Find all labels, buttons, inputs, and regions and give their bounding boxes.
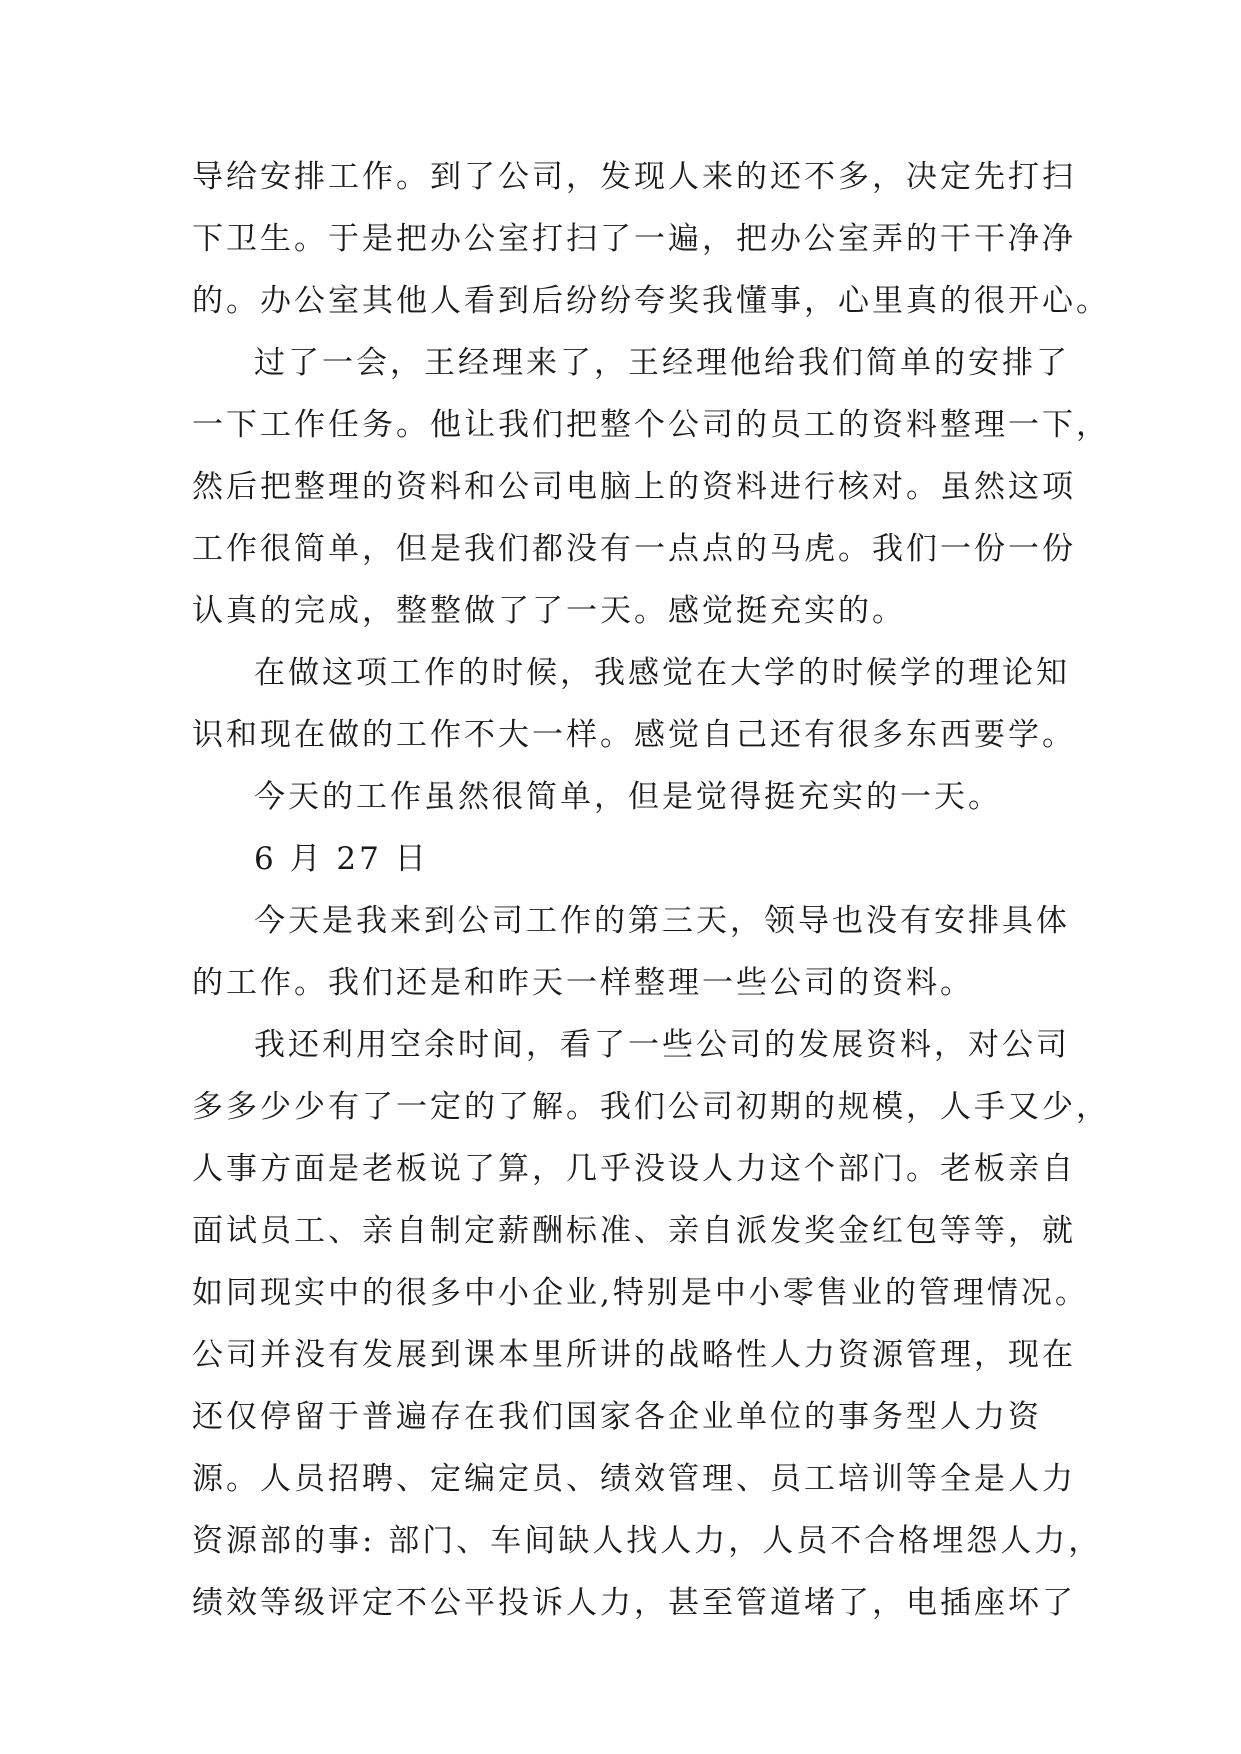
- text-line: 如同现实中的很多中小企业,特别是中小零售业的管理情况。: [192, 1275, 1089, 1311]
- text-line: 过了一会，王经理来了，王经理他给我们简单的安排了: [254, 345, 1070, 381]
- text-line: 识和现在做的工作不大一样。感觉自己还有很多东西要学。: [192, 717, 1076, 753]
- text-line: 导给安排工作。到了公司，发现人来的还不多，决定先打扫: [192, 159, 1076, 195]
- text-line: 6 月 27 日: [254, 841, 429, 877]
- text-line: 工作很简单，但是我们都没有一点点的马虎。我们一份一份: [192, 531, 1076, 567]
- text-line: 绩效等级评定不公平投诉人力，甚至管道堵了，电插座坏了: [192, 1585, 1076, 1621]
- text-line: 今天的工作虽然很简单，但是觉得挺充实的一天。: [254, 779, 1002, 815]
- text-line: 在做这项工作的时候，我感觉在大学的时候学的理论知: [254, 655, 1070, 691]
- text-line: 认真的完成，整整做了了一天。感觉挺充实的。: [192, 593, 906, 629]
- text-line: 资源部的事: 部门、车间缺人找人力，人员不合格埋怨人力，: [192, 1523, 1103, 1559]
- text-line: 的工作。我们还是和昨天一样整理一些公司的资料。: [192, 965, 974, 1001]
- text-line: 还仅停留于普遍存在我们国家各企业单位的事务型人力资: [192, 1399, 1042, 1435]
- text-line: 今天是我来到公司工作的第三天，领导也没有安排具体: [254, 903, 1070, 939]
- text-line: 然后把整理的资料和公司电脑上的资料进行核对。虽然这项: [192, 469, 1076, 505]
- text-line: 公司并没有发展到课本里所讲的战略性人力资源管理，现在: [192, 1337, 1076, 1373]
- text-line: 多多少少有了一定的了解。我们公司初期的规模，人手又少，: [192, 1089, 1110, 1125]
- text-line: 源。人员招聘、定编定员、绩效管理、员工培训等全是人力: [192, 1461, 1076, 1497]
- text-line: 面试员工、亲自制定薪酬标准、亲自派发奖金红包等等，就: [192, 1213, 1076, 1249]
- text-line: 我还利用空余时间，看了一些公司的发展资料，对公司: [254, 1027, 1070, 1063]
- text-line: 下卫生。于是把办公室打扫了一遍，把办公室弄的干干净净: [192, 221, 1076, 257]
- text-line: 的。办公室其他人看到后纷纷夸奖我懂事，心里真的很开心。: [192, 283, 1110, 319]
- text-line: 一下工作任务。他让我们把整个公司的员工的资料整理一下，: [192, 407, 1110, 443]
- document-page: [192, 156, 1110, 1644]
- text-line: 人事方面是老板说了算，几乎没设人力这个部门。老板亲自: [192, 1151, 1076, 1187]
